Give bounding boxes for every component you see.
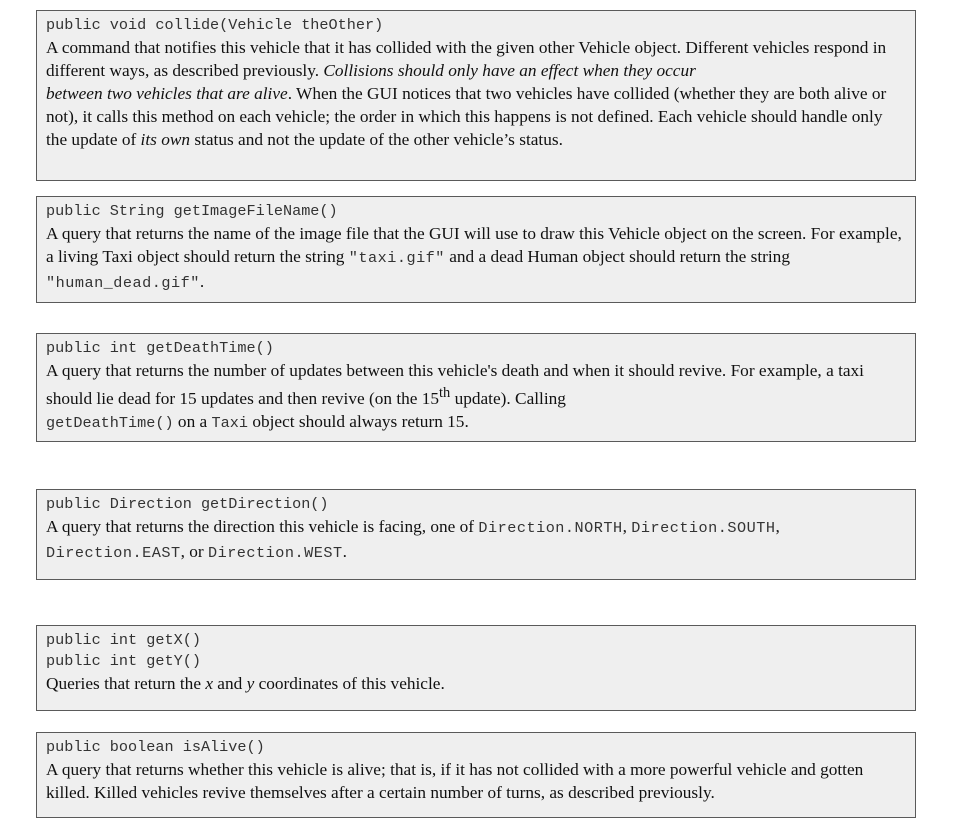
description-text: update). Calling — [450, 388, 566, 408]
method-signature: public boolean isAlive() — [46, 738, 265, 756]
inline-code: Direction.EAST — [46, 544, 181, 562]
method-signature: public int getX() — [46, 631, 201, 649]
description-text: Queries that return the — [46, 674, 206, 693]
method-description — [46, 359, 906, 435]
description-text: coordinates of this vehicle. — [254, 674, 445, 693]
description-text: . — [199, 272, 205, 291]
description-text: and a dead Human object should return the string — [444, 247, 790, 266]
description-text: object should always return 15. — [248, 411, 469, 431]
description-text: A command that notifies this vehicle that it has collided with the given other Vehicle object. Different vehicles respond in different ways, as described previously. — [46, 38, 887, 80]
method-description — [46, 515, 906, 565]
description-emphasis: x — [205, 674, 213, 693]
method-box-collide — [36, 10, 916, 181]
method-description — [46, 758, 906, 804]
description-emphasis: its own — [140, 130, 191, 149]
inline-code: Direction.NORTH — [478, 519, 623, 537]
description-text: . — [342, 542, 347, 561]
method-box-get-direction — [36, 489, 916, 580]
description-text: . When the GUI notices that two vehicles have collided (whether they are both alive or not), it calls this method on each vehicle; the order in which this happens is not defined. Each vehicle should handle only the update of — [46, 84, 887, 149]
separator-text: , or — [180, 542, 208, 561]
method-signature: public Direction getDirection() — [46, 495, 329, 513]
separator-text: , — [775, 517, 780, 536]
method-box-get-image-file-name — [36, 196, 916, 303]
description-text: and — [212, 674, 247, 693]
description-text: A query that returns the number of updates between this vehicle's death and when it should revive. For example, a taxi should lie dead for 15 updates and then revive (on the 15 — [46, 361, 864, 408]
description-emphasis: between two vehicles that are alive — [46, 84, 288, 103]
inline-code: "human_dead.gif" — [46, 274, 200, 292]
method-description — [46, 672, 906, 695]
method-description — [46, 222, 906, 295]
method-box-get-death-time — [36, 333, 916, 442]
method-signature: public String getImageFileName() — [46, 202, 338, 220]
inline-code: Direction.SOUTH — [631, 519, 776, 537]
description-text: A query that returns whether this vehicle is alive; that is, if it has not collided with a more powerful vehicle and gotten killed. Killed vehicles revive themselves after a certain number of turns, as described previously. — [46, 760, 864, 802]
method-box-is-alive — [36, 732, 916, 818]
inline-code: "taxi.gif" — [348, 249, 445, 267]
description-text: A query that returns the name of the image file that the GUI will use to draw this Vehicle object on the screen. For example, a living Taxi object should return the string — [46, 224, 902, 266]
method-description — [46, 36, 906, 151]
method-signature: public int getY() — [46, 652, 201, 670]
method-box-get-x-get-y — [36, 625, 916, 711]
description-text: on a — [173, 411, 212, 431]
method-signature: public int getDeathTime() — [46, 339, 274, 357]
separator-text: , — [622, 517, 632, 536]
superscript: th — [439, 385, 451, 401]
inline-code: getDeathTime() — [46, 413, 174, 432]
description-emphasis: y — [246, 674, 255, 693]
inline-code: Direction.WEST — [207, 544, 343, 562]
method-signature: public void collide(Vehicle theOther) — [46, 16, 384, 34]
description-text: A query that returns the direction this vehicle is facing, one of — [46, 517, 479, 536]
description-text: status and not the update of the other vehicle’s status. — [190, 130, 563, 149]
description-emphasis: Collisions should only have an effect when they occur — [323, 61, 696, 80]
inline-code: Taxi — [211, 413, 248, 432]
